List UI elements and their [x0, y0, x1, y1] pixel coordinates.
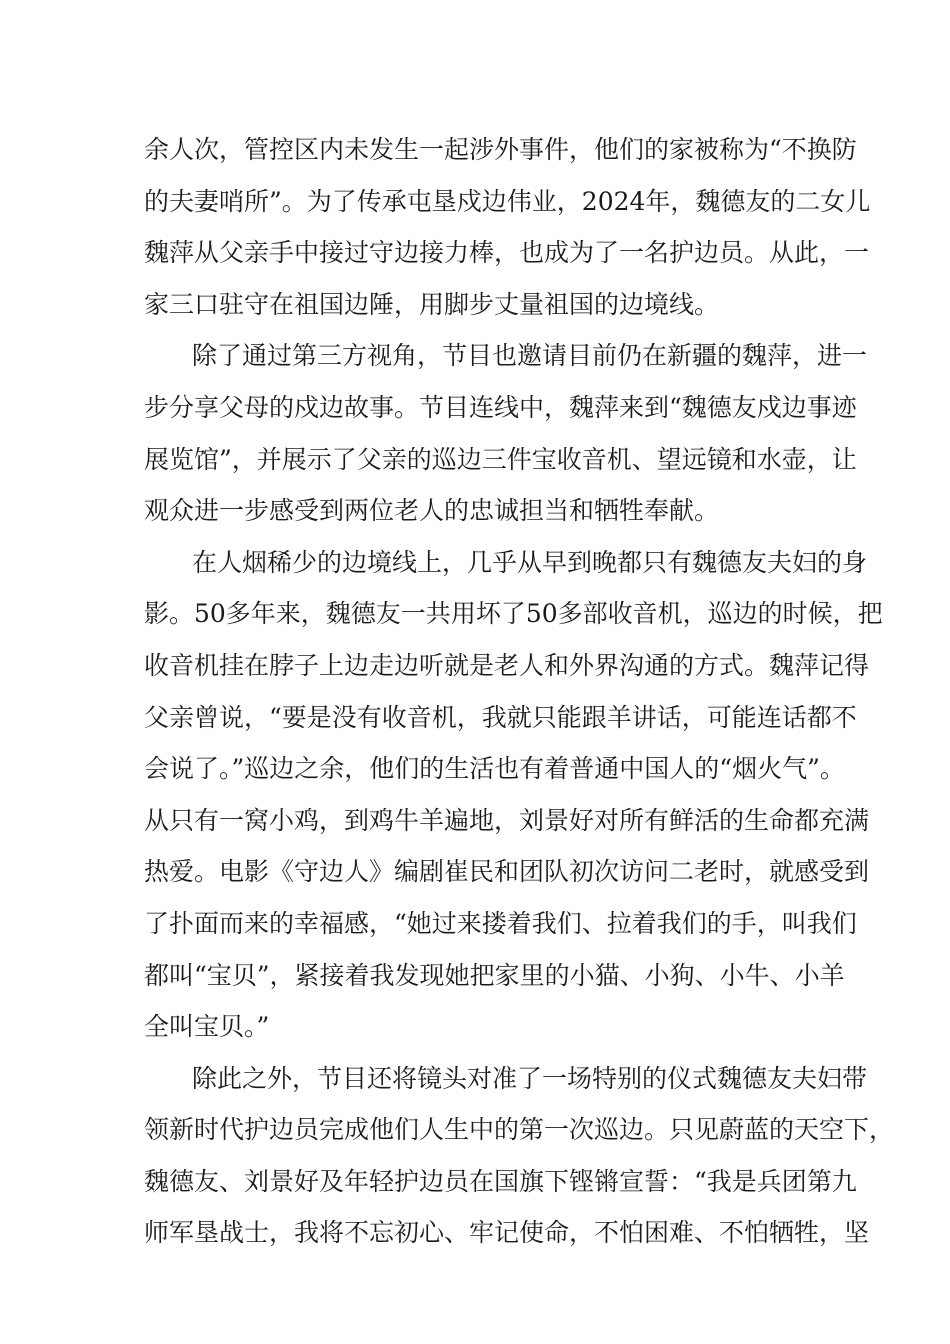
text-line: 都叫“宝贝”，紧接着我发现她把家里的小猫、小狗、小牛、小羊 [144, 960, 845, 990]
article-body [144, 124, 895, 1259]
paragraph [144, 330, 868, 536]
text-line: 师军垦战士，我将不忘初心、牢记使命，不怕困难、不怕牺牲，坚 [144, 1218, 870, 1248]
text-line: 了扑面而来的幸福感，“她过来搂着我们、拉着我们的手，叫我们 [144, 908, 857, 938]
paragraph [144, 1053, 895, 1259]
text-line: 会说了。”巡边之余，他们的生活也有着普通中国人的“烟火气”。 [144, 754, 845, 784]
text-line: 全叫宝贝。” [144, 1012, 270, 1042]
text-line: 魏萍从父亲手中接过守边接力棒，也成为了一名护边员。从此，一 [144, 238, 870, 268]
paragraph [144, 124, 871, 330]
text-line: 收音机挂在脖子上边走边听就是老人和外界沟通的方式。魏萍记得 [144, 650, 870, 680]
text-line: 从只有一窝小鸡，到鸡牛羊遍地，刘景好对所有鲜活的生命都充满 [144, 805, 870, 835]
text-line: 领新时代护边员完成他们人生中的第一次巡边。只见蔚蓝的天空下， [144, 1115, 895, 1145]
text-line: 的夫妻哨所”。为了传承屯垦戍边伟业，2024年，魏德友的二女儿 [144, 186, 871, 216]
text-line: 热爱。电影《守边人》编剧崔民和团队初次访问二老时，就感受到 [144, 857, 870, 887]
text-line: 展览馆”，并展示了父亲的巡边三件宝收音机、望远镜和水壶，让 [144, 444, 857, 474]
text-line: 观众进一步感受到两位老人的忠诚担当和牺牲奉献。 [144, 496, 720, 526]
paragraph [144, 537, 883, 1053]
text-line: 步分享父母的戍边故事。节目连线中，魏萍来到“魏德友戍边事迹 [144, 392, 857, 422]
text-line: 家三口驻守在祖国边陲，用脚步丈量祖国的边境线。 [144, 289, 720, 319]
text-line: 除此之外，节目还将镜头对准了一场特别的仪式魏德友夫妇带 [192, 1063, 868, 1093]
text-line: 影。50多年来，魏德友一共用坏了50多部收音机，巡边的时候，把 [144, 599, 883, 629]
text-line: 余人次，管控区内未发生一起涉外事件，他们的家被称为“不换防 [144, 135, 857, 164]
text-line: 在人烟稀少的边境线上，几乎从早到晚都只有魏德友夫妇的身 [192, 547, 868, 577]
text-line: 除了通过第三方视角，节目也邀请目前仍在新疆的魏萍，进一 [192, 341, 868, 371]
text-line: 魏德友、刘景好及年轻护边员在国旗下铿锵宣誓：“我是兵团第九 [144, 1166, 857, 1196]
text-line: 父亲曾说，“要是没有收音机，我就只能跟羊讲话，可能连话都不 [144, 702, 857, 732]
